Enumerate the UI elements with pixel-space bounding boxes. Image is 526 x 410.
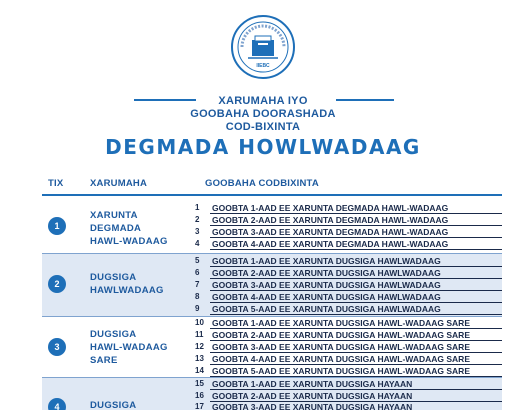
station-name: GOOBTA 2-AAD EE XARUNTA DUGSIGA HAWLWADAAG [212,268,441,278]
station-name: GOOBTA 3-AAD EE XARUNTA DUGSIGA HAYAAN [212,402,413,410]
center-name-line: SARE [90,355,118,366]
center-name-line: DUGSIGA [90,400,137,410]
station-number: 9 [195,304,200,313]
center-name [90,328,168,367]
center-name [90,209,168,248]
station-name: GOOBTA 2-AAD EE XARUNTA DEGMADA HAWL-WADAAG [212,215,449,225]
station-row [195,202,502,214]
column-header-tix: TIX [48,178,64,189]
station-name: GOOBTA 1-AAD EE XARUNTA DUGSIGA HAWLWADAAG [212,256,441,266]
station-name: GOOBTA 2-AAD EE XARUNTA DUGSIGA HAWL-WADAAG SARE [212,330,470,340]
column-header-xarumaha: XARUMAHA [90,178,148,189]
header-line-3: COD-BIXINTA [225,121,301,133]
station-row [195,226,502,238]
station-name: GOOBTA 5-AAD EE XARUNTA DUGSIGA HAWL-WADAAG SARE [212,366,470,376]
station-row [195,329,502,341]
station-name: GOOBTA 2-AAD EE XARUNTA DUGSIGA HAYAAN [212,391,413,401]
station-row [195,353,502,365]
station-row [195,378,502,390]
station-number: 6 [195,268,200,277]
station-row [195,267,502,279]
station-number: 7 [195,280,200,289]
station-number: 8 [195,292,200,301]
station-name: GOOBTA 5-AAD EE XARUNTA DUGSIGA HAWLWADAAG [212,304,441,314]
logo-text: IIEBC [256,63,270,69]
tix-badge: 1 [48,217,66,235]
station-number: 4 [195,239,200,248]
station-number: 10 [195,318,204,327]
station-name: GOOBTA 1-AAD EE XARUNTA DEGMADA HAWL-WADAAG [212,203,449,213]
station-row [195,291,502,303]
station-row [195,341,502,353]
center-name [90,271,164,297]
center-name-line: DUGSIGA [90,272,137,283]
station-number: 11 [195,330,204,339]
center-name-line: HAWL-WADAAG [90,236,168,247]
station-number: 16 [195,391,204,400]
station-number: 17 [195,402,204,410]
station-row [195,303,502,315]
station-name: GOOBTA 3-AAD EE XARUNTA DEGMADA HAWL-WADAAG [212,227,449,237]
station-number: 2 [195,215,200,224]
center-name-line: DUGSIGA [90,329,137,340]
center-name-line: HAWLWADAAG [90,285,164,296]
station-row [195,255,502,267]
station-number: 13 [195,354,204,363]
header-line-1: XARUMAHA IYO [218,95,308,107]
station-number: 12 [195,342,204,351]
center-name-line: DEGMADA [90,223,142,234]
station-row [195,238,502,250]
center-name-line: HAWL-WADAAG [90,342,168,353]
column-header-goobaha: GOOBAHA CODBIXINTA [205,178,319,189]
station-row [195,214,502,226]
station-row [195,365,502,377]
center-name-line: XARUNTA [90,210,138,221]
tix-badge: 2 [48,275,66,293]
station-name: GOOBTA 3-AAD EE XARUNTA DUGSIGA HAWL-WADAAG SARE [212,342,470,352]
station-number: 3 [195,227,200,236]
page-title: DEGMADA HOWLWADAAG [105,135,421,159]
station-row [195,317,502,329]
station-name: GOOBTA 1-AAD EE XARUNTA DUGSIGA HAYAAN [212,379,413,389]
station-number: 15 [195,379,204,388]
center-name [90,399,136,410]
station-number: 5 [195,256,200,265]
station-name: GOOBTA 3-AAD EE XARUNTA DUGSIGA HAWLWADAAG [212,280,441,290]
station-name: GOOBTA 4-AAD EE XARUNTA DUGSIGA HAWLWADAAG [212,292,441,302]
station-number: 1 [195,203,200,212]
tix-badge: 4 [48,398,66,410]
header-rule [42,194,502,196]
station-name: GOOBTA 4-AAD EE XARUNTA DUGSIGA HAWL-WADAAG SARE [212,354,470,364]
tix-badge: 3 [48,338,66,356]
station-row [195,279,502,291]
station-name: GOOBTA 1-AAD EE XARUNTA DUGSIGA HAWL-WADAAG SARE [212,318,470,328]
header-line-2: GOOBAHA DOORASHADA [190,108,336,120]
station-name: GOOBTA 4-AAD EE XARUNTA DEGMADA HAWL-WADAAG [212,239,449,249]
station-row [195,401,502,410]
iebc-logo-icon [230,14,296,80]
station-number: 14 [195,366,204,375]
